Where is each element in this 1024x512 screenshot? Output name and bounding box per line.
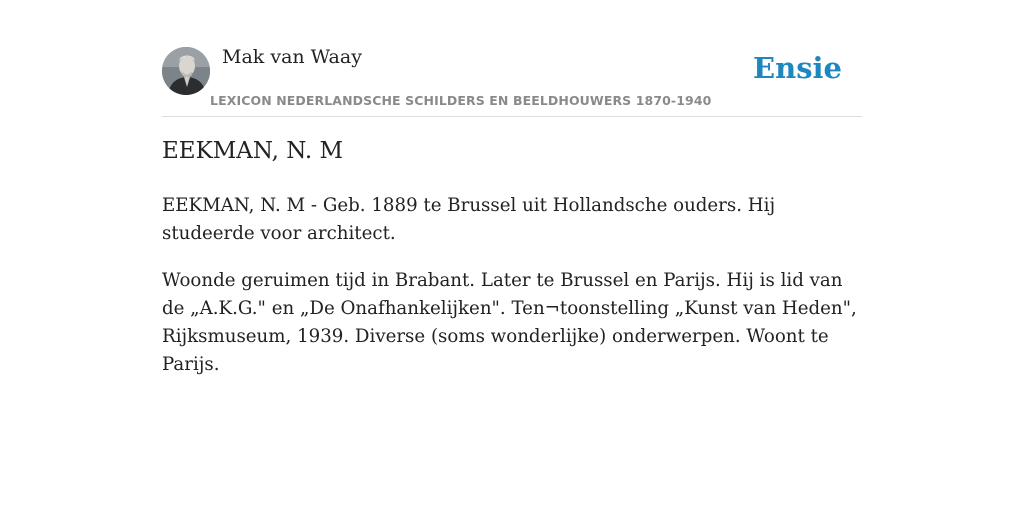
article-paragraph: Woonde geruimen tijd in Brabant. Later te Brussel en Parijs. Hij is lid van de „A.K.G." en „De Onafhankelijken". Ten¬toonstelling „Kunst van Heden", Rijksmuseum, 1939. Diverse (soms wonderlijke) onderwerpen. Woont te Parijs. [162, 270, 857, 375]
author-avatar[interactable] [162, 47, 210, 95]
portrait-image [162, 47, 210, 95]
header [162, 44, 862, 117]
article-body [162, 192, 862, 398]
article-title: EEKMAN, N. M [162, 138, 344, 164]
author-name[interactable]: Mak van Waay [222, 46, 362, 68]
article-paragraph: EEKMAN, N. M - Geb. 1889 te Brussel uit Hollandsche ouders. Hij studeerde voor architect. [162, 195, 776, 244]
lexicon-subtitle[interactable]: LEXICON NEDERLANDSCHE SCHILDERS EN BEELDHOUWERS 1870-1940 [210, 93, 712, 108]
ensie-logo[interactable]: Ensie [753, 51, 842, 85]
